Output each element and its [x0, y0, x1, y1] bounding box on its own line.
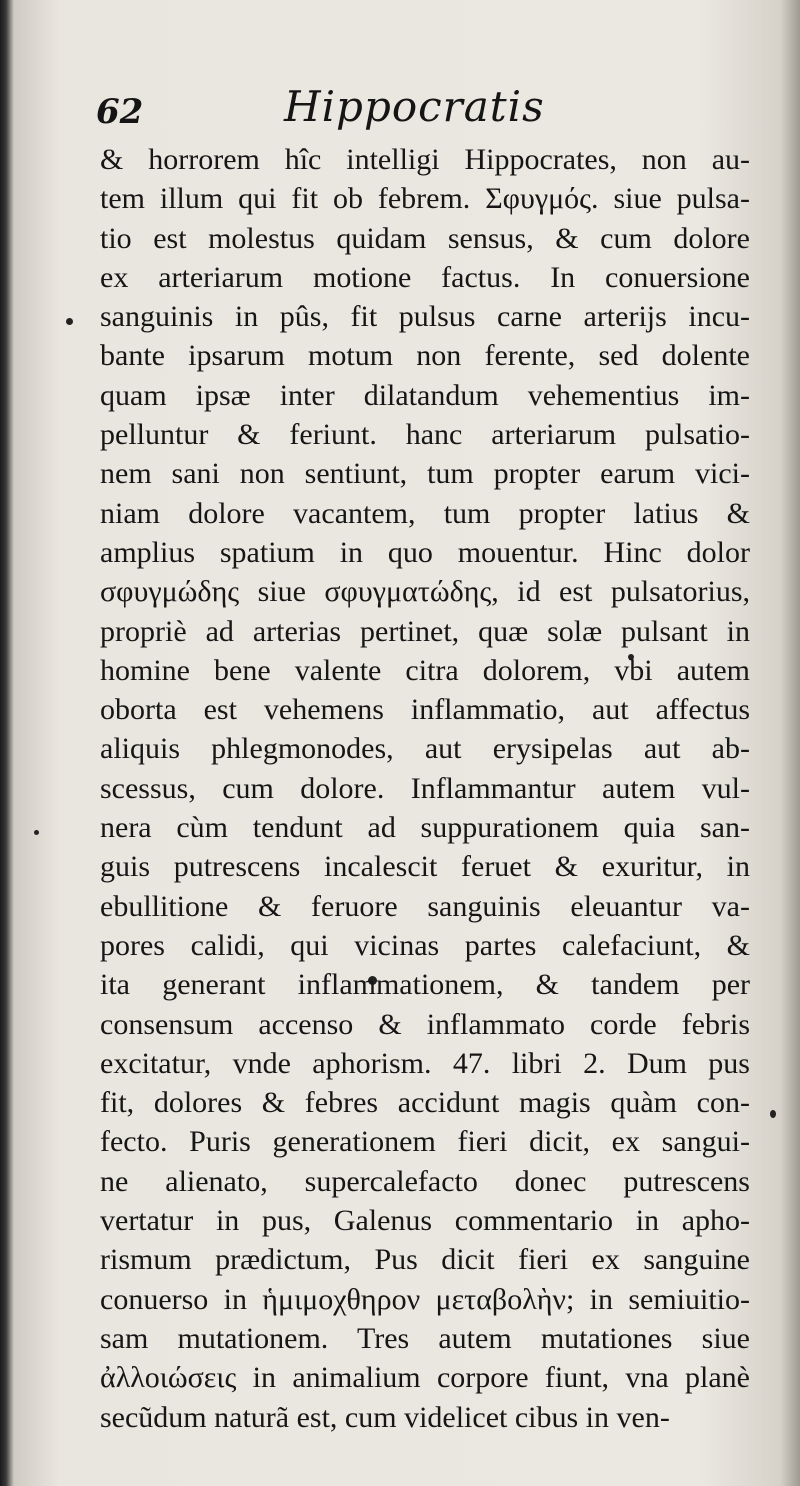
text-line: propriè ad arterias pertinet, quæ solæ pulsant in — [100, 614, 750, 648]
text-line: oborta est vehemens inflammatio, aut affectus — [100, 693, 750, 727]
text-line: homine bene valente citra dolorem, vbi autem — [100, 653, 750, 687]
text-line: ἀλλοιώσεις in animalium corpore fiunt, vna planè — [100, 1361, 750, 1395]
text-line: sanguinis in pûs, fit pulsus carne arterijs incu- — [100, 300, 750, 334]
text-line: vertatur in pus, Galenus commentario in apho- — [100, 1204, 750, 1238]
text-line: fit, dolores & febres accidunt magis quàm con- — [100, 1086, 750, 1120]
text-line: σφυγμώδης siue σφυγματώδης, id est pulsatorius, — [100, 575, 750, 609]
ink-speck — [66, 318, 73, 325]
text-line: scessus, cum dolore. Inflammantur autem vul- — [100, 771, 750, 805]
text-line: pelluntur & feriunt. hanc arteriarum pulsatio- — [100, 418, 750, 452]
text-line: quam ipsæ inter dilatandum vehementius im- — [100, 378, 750, 412]
text-line: nem sani non sentiunt, tum propter earum vici- — [100, 457, 750, 491]
text-line: nera cùm tendunt ad suppurationem quia san- — [100, 811, 750, 845]
text-line: secũdum naturã est, cum videlicet cibus in ven- — [100, 1400, 670, 1434]
text-line: sam mutationem. Tres autem mutationes siue — [100, 1321, 750, 1355]
text-line: consensum accenso & inflammato corde febris — [100, 1007, 750, 1041]
text-line: excitatur, vnde aphorism. 47. libri 2. Dum pus — [100, 1046, 750, 1080]
page-header — [96, 82, 756, 138]
text-line: amplius spatium in quo mouentur. Hinc dolor — [100, 535, 750, 569]
text-line: & horrorem hîc intelligi Hippocrates, non au- — [100, 143, 750, 176]
text-line: niam dolore vacantem, tum propter latius & — [100, 496, 750, 530]
text-line: ita generant inflammationem, & tandem per — [100, 968, 750, 1002]
text-line: ebullitione & feruore sanguinis eleuantur va- — [100, 889, 750, 923]
text-line: tem illum qui fit ob febrem. Σφυγμός. siue pulsa- — [100, 182, 750, 216]
ink-speck — [770, 1110, 776, 1118]
text-line: aliquis phlegmonodes, aut erysipelas aut ab- — [100, 732, 750, 766]
text-line: pores calidi, qui vicinas partes calefaciunt, & — [100, 928, 750, 962]
text-line: ne alienato, supercalefacto donec putrescens — [100, 1164, 750, 1198]
text-line: conuerso in ἡμιμοχθηρον μεταβολὴν; in semiuitio- — [100, 1282, 750, 1316]
text-line: guis putrescens incalescit feruet & exuritur, in — [100, 850, 750, 884]
running-title: Hippocratis — [284, 82, 545, 131]
text-line: fecto. Puris generationem fieri dicit, ex sangui- — [100, 1125, 750, 1159]
text-line: tio est molestus quidam sensus, & cum dolore — [100, 221, 750, 255]
text-line: bante ipsarum motum non ferente, sed dolente — [100, 339, 750, 373]
page-number: 62 — [96, 92, 144, 132]
text-line: ex arteriarum motione factus. In conuersione — [100, 260, 750, 294]
ink-speck — [34, 830, 39, 835]
body-text — [100, 140, 750, 1437]
text-line: rismum prædictum, Pus dicit fieri ex sanguine — [100, 1243, 750, 1277]
